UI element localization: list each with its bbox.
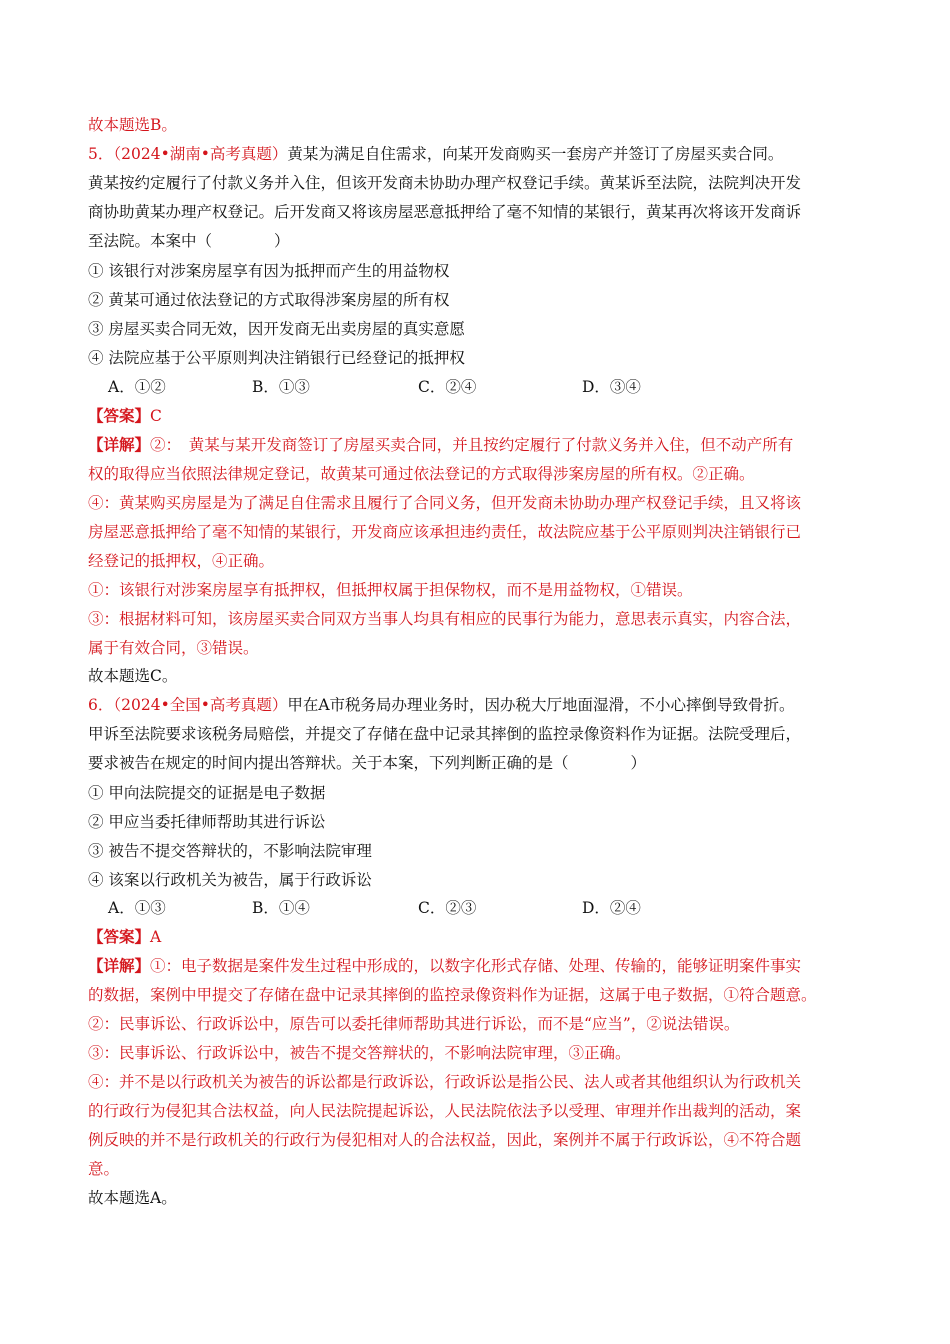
q5-detail-line-6: ①：该银行对涉案房屋享有抵押权，但抵押权属于担保物权，而不是用益物权，①错误。 [88, 581, 693, 599]
q6-detail-line-8: 意。 [88, 1160, 120, 1178]
q5-option-b: B．①③ [252, 378, 310, 396]
q6-statement-3: ③ 被告不提交答辩状的，不影响法院审理 [88, 842, 372, 860]
q6-detail-label: 【详解】 [88, 956, 151, 975]
q5-stem-line-1 [88, 144, 783, 164]
q5-detail-line-5: 经登记的抵押权，④正确。 [88, 552, 275, 570]
q6-stem-line-2: 甲诉至法院要求该税务局赔偿，并提交了存储在盘中记录其摔倒的监控录像资料作为证据。法院受理后， [88, 725, 802, 743]
q6-answer [88, 927, 161, 947]
q5-option-a: A．①② [108, 378, 166, 396]
q6-stem-text: 甲在A市税务局办理业务时，因办税大厅地面湿滑，不小心摔倒导致骨折。 [287, 696, 795, 714]
q5-answer-label: 【答案】 [88, 406, 151, 425]
q6-detail-line-4: ③：民事诉讼、行政诉讼中，被告不提交答辩状的，不影响法院审理，③正确。 [88, 1044, 631, 1062]
q5-detail-line-8: 属于有效合同，③错误。 [88, 639, 259, 657]
q6-conclusion: 故本题选A。 [88, 1189, 177, 1207]
q5-conclusion: 故本题选C。 [88, 667, 178, 685]
q6-statement-1: ① 甲向法院提交的证据是电子数据 [88, 784, 326, 802]
q6-detail-line-6: 的行政行为侵犯其合法权益，向人民法院提起诉讼，人民法院依法予以受理、审理并作出裁判的活动，案 [88, 1102, 802, 1120]
prev-conclusion: 故本题选B。 [88, 116, 177, 134]
q6-detail-line-3: ②：民事诉讼、行政诉讼中，原告可以委托律师帮助其进行诉讼，而不是“应当”，②说法错误。 [88, 1015, 740, 1033]
q6-detail-line-7: 例反映的并不是行政机关的行政行为侵犯相对人的合法权益，因此，案例并不属于行政诉讼，④不符合题 [88, 1131, 802, 1149]
q5-detail-line-3: ④：黄某购买房屋是为了满足自住需求且履行了合同义务，但开发商未协助办理产权登记手续，且又将该 [88, 494, 802, 512]
q5-statement-3: ③ 房屋买卖合同无效，因开发商无出卖房屋的真实意愿 [88, 320, 465, 338]
q5-statement-4: ④ 法院应基于公平原则判决注销银行已经登记的抵押权 [88, 349, 465, 367]
q5-detail-line-1 [88, 435, 793, 455]
q5-detail-text: ②： 黄某与某开发商签订了房屋买卖合同，并且按约定履行了付款义务并入住，但不动产所有 [150, 436, 794, 454]
q6-answer-label: 【答案】 [88, 927, 151, 946]
q5-option-c: C．②④ [418, 378, 477, 396]
q5-statement-1: ① 该银行对涉案房屋享有因为抵押而产生的用益物权 [88, 262, 450, 280]
q6-detail-text: ①：电子数据是案件发生过程中形成的，以数字化形式存储、处理、传输的，能够证明案件事实 [150, 957, 802, 975]
q5-option-d: D．③④ [582, 378, 641, 396]
q6-option-a: A．①③ [108, 899, 166, 917]
q5-stem-line-3: 商协助黄某办理产权登记。后开发商又将该房屋恶意抵押给了毫不知情的某银行，黄某再次将该开发商诉 [88, 203, 802, 221]
q6-number: 6． [88, 696, 114, 714]
q5-stem-text: 黄某为满足自住需求，向某开发商购买一套房产并签订了房屋买卖合同。 [287, 145, 784, 163]
q6-option-c: C．②③ [418, 899, 477, 917]
q5-stem-line-2: 黄某按约定履行了付款义务并入住，但该开发商未协助办理产权登记手续。黄某诉至法院，法院判决开发 [88, 174, 802, 192]
q6-stem-line-1 [88, 695, 795, 715]
q5-statement-2: ② 黄某可通过依法登记的方式取得涉案房屋的所有权 [88, 291, 450, 309]
q5-detail-line-4: 房屋恶意抵押给了毫不知情的某银行，开发商应该承担违约责任，故法院应基于公平原则判决注销银行已 [88, 523, 802, 541]
q6-detail-line-5: ④：并不是以行政机关为被告的诉讼都是行政诉讼，行政诉讼是指公民、法人或者其他组织认为行政机关 [88, 1073, 802, 1091]
q6-detail-line-1 [88, 956, 801, 976]
q5-detail-line-7: ③：根据材料可知，该房屋买卖合同双方当事人均具有相应的民事行为能力，意思表示真实，内容合法， [88, 610, 802, 628]
q6-statement-2: ② 甲应当委托律师帮助其进行诉讼 [88, 813, 326, 831]
q6-option-b: B．①④ [252, 899, 310, 917]
q6-stem-line-3: 要求被告在规定的时间内提出答辩状。关于本案，下列判断正确的是（ ） [88, 754, 647, 772]
q6-detail-line-2: 的数据，案例中甲提交了存储在盘中记录其摔倒的监控录像资料作为证据，这属于电子数据，①符合题意。 [88, 986, 817, 1004]
q5-detail-line-2: 权的取得应当依照法律规定登记，故黄某可通过依法登记的方式取得涉案房屋的所有权。②正确。 [88, 465, 755, 483]
q6-answer-value: A [150, 928, 162, 946]
q5-stem-line-4: 至法院。本案中（ ） [88, 232, 290, 250]
q5-answer [88, 406, 162, 426]
q5-number: 5． [88, 145, 114, 163]
q5-detail-label: 【详解】 [88, 435, 151, 454]
q6-option-d: D．②④ [582, 899, 641, 917]
q6-statement-4: ④ 该案以行政机关为被告，属于行政诉讼 [88, 871, 372, 889]
q6-source: （2024•全国•高考真题） [113, 696, 288, 714]
q5-source: （2024•湖南•高考真题） [113, 145, 288, 163]
q5-answer-value: C [150, 407, 162, 425]
